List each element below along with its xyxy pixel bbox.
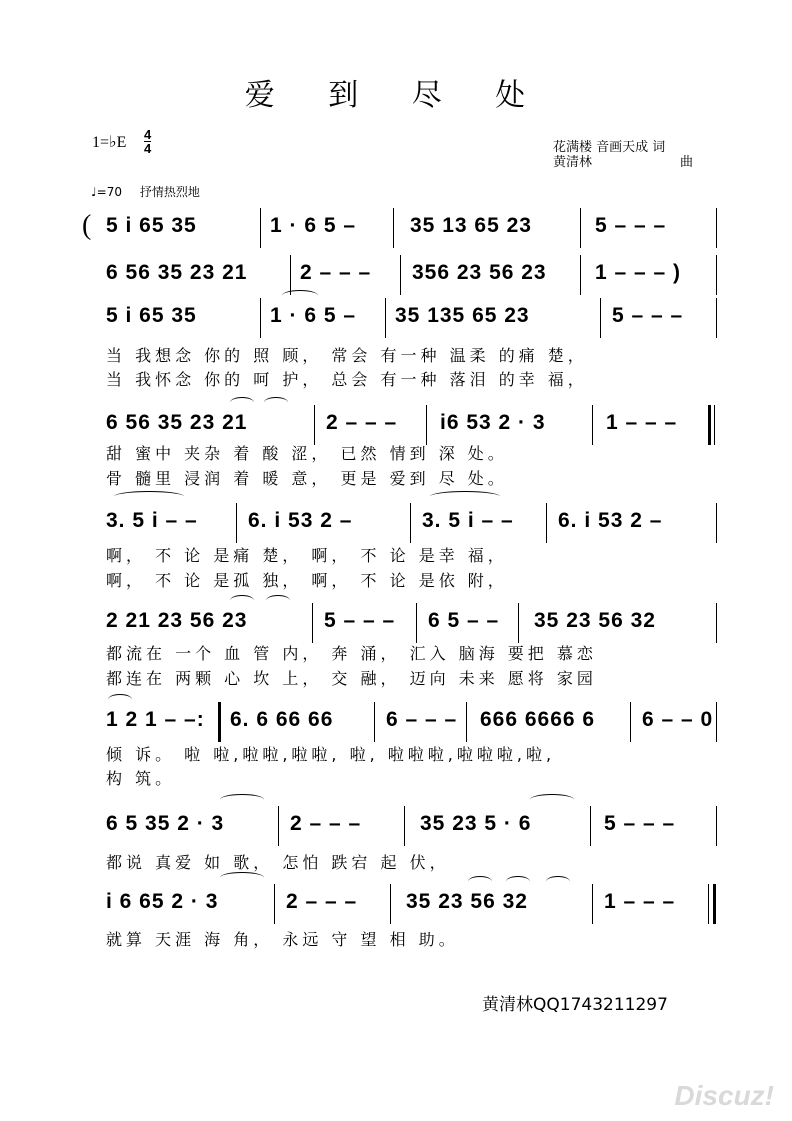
slur	[468, 876, 492, 887]
barline	[716, 298, 717, 338]
barline	[590, 806, 591, 846]
barline	[374, 702, 375, 742]
lyric-line: 都连在 两颗 心 坎 上， 交 融， 迈向 未来 愿将 家园	[106, 669, 597, 688]
staff-row-4	[90, 405, 720, 445]
barline	[410, 503, 411, 543]
barline	[416, 603, 417, 643]
measure-2: 1 · 6 5 –	[270, 214, 357, 237]
measure-3: 35 23 56 32	[406, 890, 528, 913]
measure-2: 2 – – –	[326, 411, 398, 434]
measure-5: 6 – – 0	[642, 708, 714, 731]
staff-row-2	[90, 255, 720, 295]
discuz-watermark: Discuz!	[674, 1080, 774, 1111]
key-signature: 1=♭E	[92, 134, 127, 151]
barline	[278, 806, 279, 846]
measure-4: 1 – – – )	[595, 261, 682, 284]
tempo-marking	[91, 183, 200, 200]
measure-1: 2 21 23 56 23	[106, 609, 248, 632]
repeat-barline	[218, 702, 221, 742]
staff-row-9	[90, 884, 720, 924]
barline	[314, 405, 315, 445]
barline	[716, 208, 717, 248]
slur	[114, 491, 184, 502]
measure-3: 6 5 – –	[428, 609, 500, 632]
barline	[390, 884, 391, 924]
barline	[716, 255, 717, 295]
measure-2: 6. 6 66 66	[230, 708, 334, 731]
expression-marking: 抒情热烈地	[139, 185, 200, 199]
slur	[430, 491, 500, 502]
barline	[592, 405, 593, 445]
measure-1: 6 56 35 23 21	[106, 411, 248, 434]
measure-4: 5 – – –	[612, 304, 684, 327]
barline	[716, 503, 717, 543]
measure-1: 5 i 65 35	[106, 214, 197, 237]
lyric-line: 就算 天涯 海 角， 永远 守 望 相 助。	[106, 930, 459, 949]
barline	[592, 884, 593, 924]
measure-4: 5 – – –	[604, 812, 676, 835]
measure-2: 5 – – –	[324, 609, 396, 632]
barline	[600, 298, 601, 338]
measure-2: 2 – – –	[300, 261, 372, 284]
arranger-signature: 黄清林QQ1743211297	[482, 995, 668, 1015]
measure-2: 1 · 6 5 –	[270, 304, 357, 327]
repeat-open-paren: (	[82, 210, 92, 241]
staff-row-7	[90, 702, 720, 742]
barline	[580, 255, 581, 295]
barline	[312, 603, 313, 643]
time-signature-bottom: 4	[144, 141, 152, 156]
measure-1: 6 5 35 2 · 3	[106, 812, 225, 835]
barline	[236, 503, 237, 543]
measure-4: 666 6666 6	[480, 708, 596, 731]
barline	[393, 208, 394, 248]
lyric-line: 啊， 不 论 是痛 楚， 啊， 不 论 是幸 福，	[106, 546, 508, 565]
measure-4: 35 23 56 32	[534, 609, 656, 632]
measure-2: 6. i 53 2 –	[248, 509, 353, 532]
measure-3: i6 53 2 · 3	[440, 411, 546, 434]
tempo-value: ♩=70	[91, 185, 122, 199]
barline	[716, 806, 717, 846]
measure-1: 1 2 1 – –:	[106, 708, 205, 731]
slur	[230, 595, 254, 606]
time-signature	[144, 128, 151, 155]
lyric-line: 都流在 一个 血 管 内， 奔 涌， 汇入 脑海 要把 慕恋	[106, 644, 597, 663]
barline	[546, 503, 547, 543]
slur	[108, 694, 132, 705]
lyric-line: 构 筑。	[106, 769, 176, 788]
composer-role: 曲	[680, 155, 694, 170]
barline	[708, 884, 709, 924]
slur	[220, 872, 264, 883]
slur	[230, 397, 254, 408]
measure-2: 2 – – –	[290, 812, 362, 835]
barline	[716, 702, 717, 742]
barline	[714, 405, 715, 445]
measure-3: 35 135 65 23	[395, 304, 530, 327]
measure-1: 6 56 35 23 21	[106, 261, 248, 284]
lyric-line: 倾 诉。 啦 啦,啦啦,啦啦, 啦, 啦啦啦,啦啦啦,啦,	[106, 745, 556, 764]
measure-3: 356 23 56 23	[412, 261, 547, 284]
measure-2: 2 – – –	[286, 890, 358, 913]
lyric-line: 当 我想念 你的 照 顾， 常会 有一种 温柔 的痛 楚，	[106, 346, 588, 365]
lyric-line: 啊， 不 论 是孤 独， 啊， 不 论 是依 附，	[106, 571, 508, 590]
lyric-line: 都说 真爱 如 歌， 怎怕 跌宕 起 伏，	[106, 853, 450, 872]
lyric-line: 骨 髓里 浸润 着 暖 意， 更是 爱到 尽 处。	[106, 469, 508, 488]
barline	[260, 298, 261, 338]
repeat-barline	[708, 405, 711, 445]
staff-row-5	[90, 503, 720, 543]
slur	[506, 876, 530, 887]
measure-3: 6 – – –	[386, 708, 458, 731]
time-signature-top: 4	[144, 127, 152, 142]
lyric-line: 甜 蜜中 夹杂 着 酸 涩， 已然 情到 深 处。	[106, 444, 508, 463]
song-title: 爱 到 尽 处	[244, 78, 548, 113]
measure-3: 35 13 65 23	[410, 214, 532, 237]
barline	[274, 884, 275, 924]
staff-row-3	[90, 298, 720, 338]
barline	[404, 806, 405, 846]
slur	[282, 290, 318, 301]
slur	[546, 876, 570, 887]
composer-name: 黄清林	[553, 155, 593, 170]
measure-4: 5 – – –	[595, 214, 667, 237]
lyric-line: 当 我怀念 你的 呵 护， 总会 有一种 落泪 的幸 福，	[106, 370, 588, 389]
staff-row-6	[90, 603, 720, 643]
final-barline	[713, 884, 716, 924]
measure-4: 1 – – –	[606, 411, 678, 434]
barline	[580, 208, 581, 248]
measure-4: 6. i 53 2 –	[558, 509, 663, 532]
barline	[385, 298, 386, 338]
slur	[264, 397, 288, 408]
staff-row-1	[82, 208, 720, 248]
staff-row-8	[90, 806, 720, 846]
slur	[530, 794, 574, 805]
barline	[260, 208, 261, 248]
measure-1: 3. 5 i – –	[106, 509, 198, 532]
measure-4: 1 – – –	[604, 890, 676, 913]
barline	[290, 255, 291, 295]
measure-3: 3. 5 i – –	[422, 509, 514, 532]
slur	[266, 595, 290, 606]
barline	[426, 405, 427, 445]
barline	[716, 603, 717, 643]
measure-1: 5 i 65 35	[106, 304, 197, 327]
measure-3: 35 23 5 · 6	[420, 812, 532, 835]
measure-1: i 6 65 2 · 3	[106, 890, 219, 913]
lyricist-credit: 花满楼 音画天成 词	[553, 140, 666, 155]
barline	[400, 255, 401, 295]
barline	[466, 702, 467, 742]
barline	[518, 603, 519, 643]
barline	[630, 702, 631, 742]
slur	[220, 794, 264, 805]
